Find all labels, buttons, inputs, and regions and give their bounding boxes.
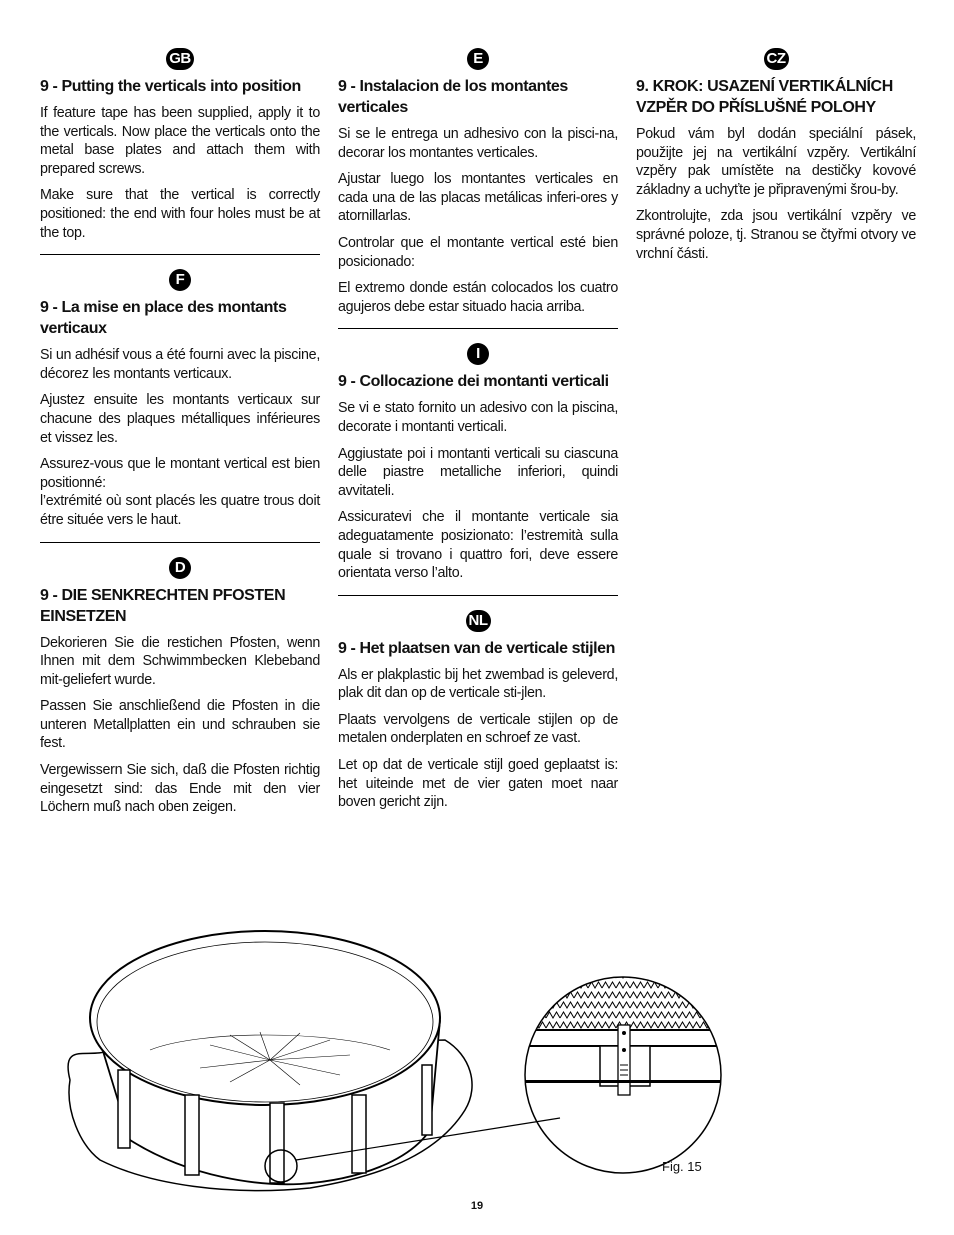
paragraph: Plaats vervolgens de verticale stijlen op de metalen onderplaten en schroef ze vast. (338, 711, 618, 747)
column-3 (636, 48, 916, 271)
paragraph: Pokud vám byl dodán speciální pásek, použijte jej na vertikální vzpěry. Vertikální vzpěry pak umístěte na destičky kovové základny a uchyťte je připravenými šrou-by. (636, 126, 916, 198)
paragraph: Ajustez ensuite les montants verticaux sur chacune des plaques métalliques inférieures et vissez les. (40, 392, 320, 446)
paragraph: Controlar que el montante vertical esté bien posicionado: (338, 234, 618, 270)
section-divider (338, 328, 618, 329)
column-1 (40, 48, 320, 825)
pool-rim (90, 931, 440, 1105)
section-heading: 9 - Putting the verticals into position (40, 78, 301, 95)
section-heading: 9 - La mise en place des montants verticaux (40, 299, 287, 338)
section-heading: 9 - Het plaatsen van de verticale stijlen (338, 639, 616, 657)
paragraph: If feature tape has been supplied, apply it to the verticals. Now place the verticals onto the metal base plates and attach them with prepared screws. (40, 105, 320, 177)
paragraph: Si se le entrega un adhesivo con la pisci-na, decorar los montantes verticales. (338, 126, 618, 161)
paragraph: Si un adhésif vous a été fourni avec la piscine, décorez les montants verticaux. (40, 347, 320, 382)
figure-caption: Fig. 15 (662, 1159, 702, 1174)
paragraph: Let op dat de verticale stijl goed geplaatst is: het uiteinde met de vier gaten moet naar boven gericht zijn. (338, 757, 618, 811)
paragraph: Zkontrolujte, zda jsou vertikální vzpěry ve správné poloze, tj. Stranou se čtyřmi otvory ve vrchní části. (636, 208, 916, 262)
paragraph: Passen Sie anschließend die Pfosten in die unteren Metallplatten ein und schrauben sie fest. (40, 698, 320, 752)
pool-assembly-illustration (0, 925, 954, 1200)
section-gb (40, 48, 320, 242)
section-heading: 9. KROK: USAZENÍ VERTIKÁLNÍCH VZPĚR DO PŘÍSLUŠNÉ POLOHY (636, 78, 893, 116)
paragraph: El extremo donde están colocados los cuatro agujeros debe estar situado hacia arriba. (338, 280, 618, 315)
section-d (40, 542, 320, 817)
paragraph: Dekorieren Sie die restichen Pfosten, wenn Ihnen mit dem Schwimmbecken Klebeband mit-geliefert wurde. (40, 634, 320, 688)
section-heading: 9 - Instalacion de los montantes verticales (338, 78, 568, 116)
section-cz (636, 48, 916, 263)
column-2 (338, 48, 618, 820)
language-badge: I (467, 343, 489, 365)
section-f (40, 254, 320, 529)
language-badge: F (169, 269, 191, 291)
section-e (338, 48, 618, 316)
language-badge: NL (466, 610, 491, 632)
section-i (338, 328, 618, 582)
paragraph: Se vi e stato fornito un adesivo con la piscina, decorate i montanti verticali. (338, 400, 618, 435)
language-badge: E (467, 48, 489, 70)
paragraph: Assicuratevi che il montante verticale sia adeguatamente posizionato: l’estremità sulla quale si trovano i quattro fori, deve essere orientata verso l’alto. (338, 509, 618, 582)
section-divider (338, 595, 618, 596)
section-heading: 9 - DIE SENKRECHTEN PFOSTEN EINSETZEN (40, 586, 286, 625)
section-heading: 9 - Collocazione dei montanti verticali (338, 373, 609, 391)
paragraph: Aggiustate poi i montanti verticali su ciascuna delle piastre metalliche inferiori, quindi avvitateli. (338, 445, 618, 499)
language-badge: D (169, 557, 191, 579)
page-number: 19 (470, 1200, 484, 1212)
paragraph: Ajustar luego los montantes verticales en cada una de las placas metálicas inferi-ores y atornillarlas. (338, 171, 618, 225)
paragraph: Als er plakplastic bij het zwembad is geleverd, plak dit dan op de verticale sti-jlen. (338, 666, 618, 702)
paragraph: Assurez-vous que le montant vertical est bien positionné: l’extrémité où sont placés les quatre trous doit étre située vers le haut. (40, 456, 320, 528)
section-divider (40, 254, 320, 255)
detail-view (520, 970, 730, 1095)
section-nl (338, 595, 618, 812)
language-badge: CZ (764, 48, 789, 70)
language-badge: GB (166, 48, 194, 70)
paragraph: Vergewissern Sie sich, daß die Pfosten richtig eingesetzt sind: das Ende mit den vier Löchern muß nach oben zeigen. (40, 762, 320, 816)
paragraph: Make sure that the vertical is correctly positioned: the end with four holes must be at the top. (40, 187, 320, 241)
section-divider (40, 542, 320, 543)
